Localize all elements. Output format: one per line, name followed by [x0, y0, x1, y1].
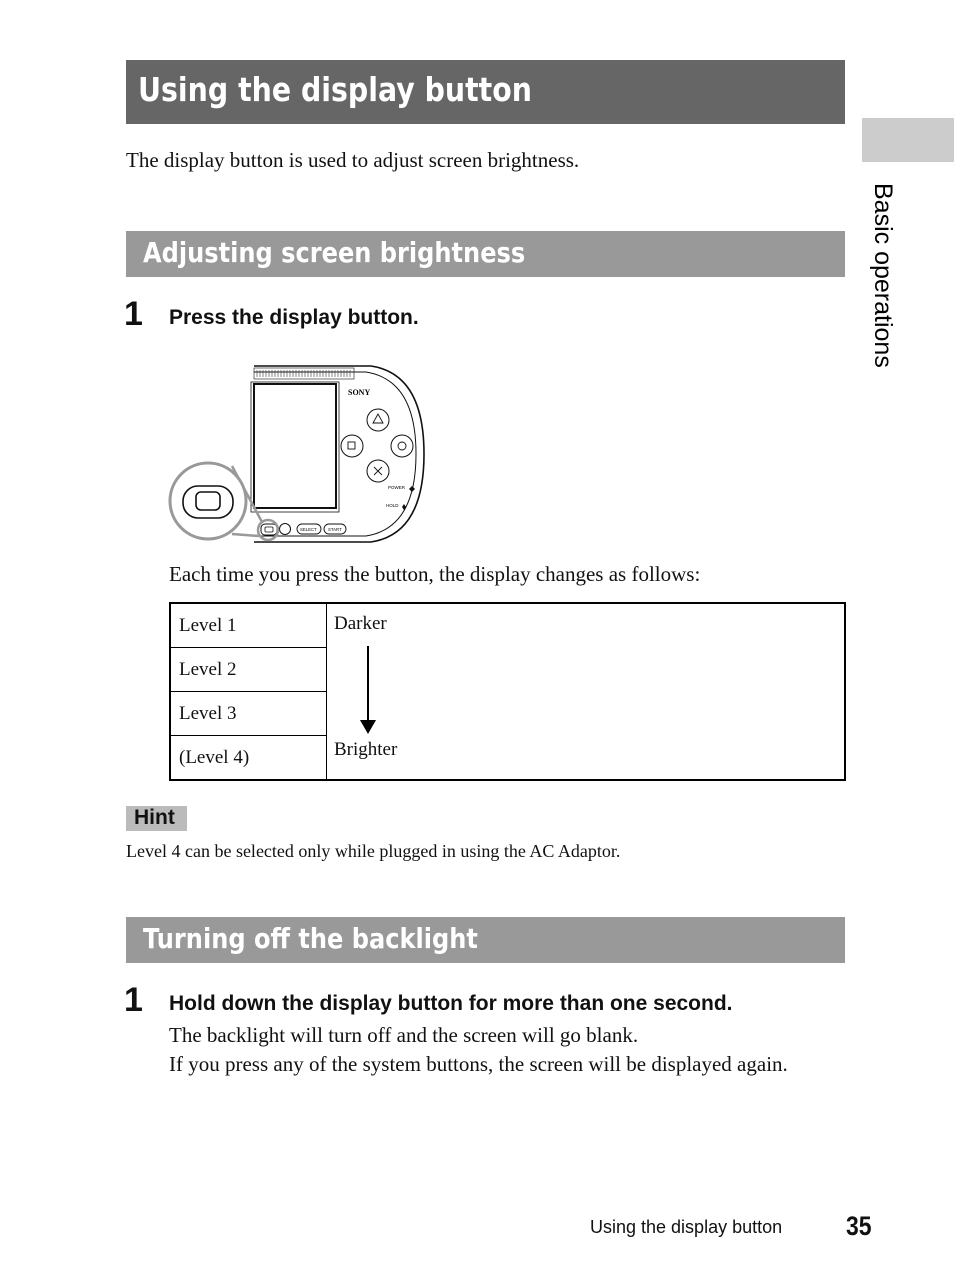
hint-badge [126, 806, 187, 831]
arrow-down-icon [360, 720, 376, 734]
level-cell: Level 1 [170, 603, 327, 648]
section-heading-bar [126, 231, 845, 277]
brightness-scale-cell [327, 603, 846, 780]
side-tab-label [846, 183, 918, 403]
level-description: Each time you press the button, the display changes as follows: [169, 562, 701, 586]
hint-label: Hint [134, 806, 175, 829]
page-title-bar [126, 60, 845, 124]
hint-text: Level 4 can be selected only while plugged in using the AC Adaptor. [126, 841, 621, 861]
step-number: 1 [124, 981, 143, 1019]
level-cell: (Level 4) [170, 736, 327, 781]
step-instruction: Press the display button. [169, 306, 419, 329]
scale-brighter-label: Brighter [334, 739, 398, 760]
level-cell: Level 3 [170, 692, 327, 736]
side-tab-text: Basic operations [869, 183, 897, 368]
select-label: SELECT [300, 527, 317, 532]
scale-darker-label: Darker [334, 613, 387, 634]
footer-section-label: Using the display button [590, 1217, 783, 1237]
power-label: POWER [388, 485, 406, 490]
step-body-line: If you press any of the system buttons, the screen will be displayed again. [169, 1052, 788, 1076]
brand-logo: SONY [348, 388, 371, 397]
level-cell: Level 2 [170, 648, 327, 692]
section-heading-bar [126, 917, 845, 963]
side-tab-marker [862, 118, 954, 162]
brightness-level-table [169, 602, 846, 781]
display-button-zoom-icon [170, 463, 246, 539]
scale-arrow-line [367, 646, 369, 722]
table-row [170, 603, 845, 648]
step-instruction: Hold down the display button for more than one second. [169, 992, 733, 1015]
page-number: 35 [846, 1211, 872, 1241]
intro-text: The display button is used to adjust screen brightness. [126, 148, 580, 172]
step-body-line: The backlight will turn off and the screen will go blank. [169, 1023, 639, 1047]
psp-illustration [166, 362, 428, 544]
hold-label: HOLD [386, 503, 399, 508]
section-heading: Turning off the backlight [143, 922, 478, 955]
section-heading: Adjusting screen brightness [143, 236, 526, 269]
start-label: START [328, 527, 342, 532]
step-number: 1 [124, 295, 143, 333]
page-title: Using the display button [138, 70, 532, 109]
